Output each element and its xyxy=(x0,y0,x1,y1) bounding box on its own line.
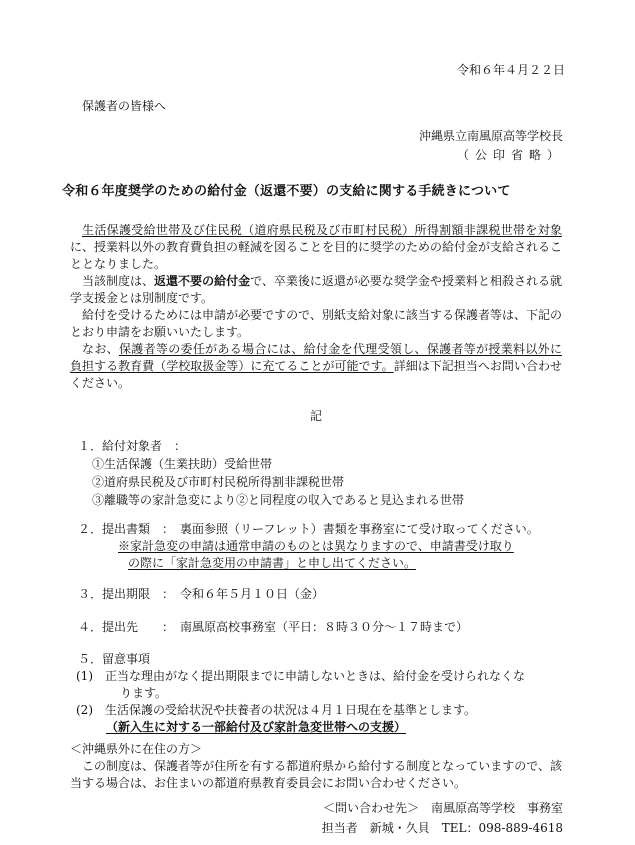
document-title: 令和６年度奨学のための給付金（返還不要）の支給に関する手続きについて xyxy=(62,184,511,199)
intro-p4-b: 詳細は下記担当へお問い合わせください。 xyxy=(70,359,562,390)
outside-okinawa-heading: ＜沖縄県外に在住の方＞ xyxy=(70,742,203,756)
intro-p4-a: なお、 xyxy=(82,342,119,356)
note-5-2: (2) 生活保護の受給状況や扶養者の状況は４月１日現在を基準とします。 xyxy=(76,703,477,717)
ki-heading: 記 xyxy=(310,409,323,423)
document-date: 令和６年４月２２日 xyxy=(456,63,565,77)
target-households-text: 生活保護受給世帯及び住民税（道府県民税及び市町村民税）所得割額非課税世帯を対象 xyxy=(82,223,562,237)
intro-body xyxy=(70,222,562,392)
contact-person: 担当者 新城・久貝 TEL：098-889-4618 xyxy=(321,821,563,835)
note-5-3 xyxy=(106,719,406,736)
target-item-2: ②道府県民税及び市町村民税所得割非課税世帯 xyxy=(92,475,345,489)
section-5-label: ５．留意事項 xyxy=(78,652,151,666)
note-5-1-line-2: ります。 xyxy=(120,686,168,700)
intro-p2-a: 当該制度は、 xyxy=(82,274,155,288)
seal-omitted: （公印省略） xyxy=(456,148,565,162)
note-1-text: ※家計急変の申請は通常申請のものとは異なりますので、申請書受け取り xyxy=(118,539,514,553)
section-2-note-1 xyxy=(118,538,514,555)
target-item-3: ③離職等の家計急変により②と同程度の収入であると見込まれる世帯 xyxy=(92,493,465,507)
intro-p2-c: で、卒業後に返還が必要な奨学金や授業料と相殺される就学支援金とは別制度です。 xyxy=(70,274,562,305)
intro-paragraph-4 xyxy=(70,341,562,392)
section-2-note-2 xyxy=(128,555,416,572)
intro-paragraph-3: 給付を受けるためには申請が必要ですので、別紙支給対象に該当する保護者等は、下記のとおり申請をお願いいたします。 xyxy=(70,308,562,339)
outside-okinawa-text: この制度は、保護者等が住所を有する都道府県から給付する制度となっていますので、該当する場合は、お住まいの都道府県教育委員会にお問い合わせください。 xyxy=(70,759,562,790)
new-student-support-text: （新入生に対する一部給付及び家計急変世帯への支援） xyxy=(106,720,407,734)
proxy-receipt-text: 保護者等の委任がある場合には、給付金を代理受領し、保護者等が授業料以外に負担する教育費（学校取扱金等）に充てることが可能です。 xyxy=(70,342,562,373)
target-item-1: ①生活保護（生業扶助）受給世帯 xyxy=(92,457,273,471)
issuer: 沖縄県立南風原高等学校長 xyxy=(418,129,563,143)
note-5-1-line-1: (1) 正当な理由がなく提出期限までに申請しないときは、給付金を受けられなくな xyxy=(76,669,526,683)
no-repayment-text: 返還不要の給付金 xyxy=(154,274,251,288)
contact-line: ＜問い合わせ先＞ 南風原高等学校 事務室 xyxy=(322,801,563,815)
section-1-label: １．給付対象者 ： xyxy=(78,439,187,453)
section-3-label: ３．提出期限 ： 令和６年５月１０日（金） xyxy=(78,587,325,601)
intro-paragraph-2 xyxy=(70,273,562,307)
addressee: 保護者の皆様へ xyxy=(82,99,167,113)
note-2-text: の際に「家計急変用の申請書」と申し出てください。 xyxy=(128,556,417,570)
section-4-label: ４．提出先 ： 南風原高校事務室（平日：８時３０分～１７時まで） xyxy=(78,620,469,634)
intro-p1-rest: に、授業料以外の教育費負担の軽減を図ることを目的に奨学のための給付金が支給されることとなりました。 xyxy=(70,240,563,271)
intro-paragraph-1 xyxy=(70,222,562,273)
section-2-label: ２．提出書類 ： 裏面参照（リーフレット）書類を事務室にて受け取ってください。 xyxy=(78,522,539,536)
